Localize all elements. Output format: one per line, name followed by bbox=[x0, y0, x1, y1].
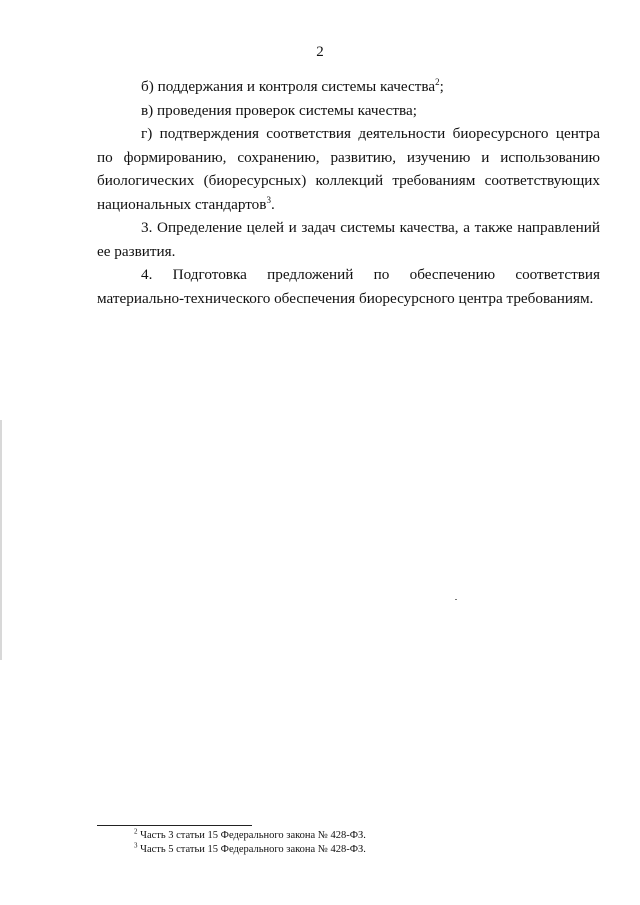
footnote-item: $^2$ Часть 3 статьи 15 Федерального закона № 428-ФЗ. bbox=[134, 827, 366, 841]
scan-speck bbox=[455, 599, 457, 600]
paragraph-g: г) подтверждения соответствия деятельности биоресурсного центра по формированию, сохранению, развитию, изучению и использованию биологических (биоресурсных) коллекций требованиям соответствующих национальных стандартов$^3$. bbox=[97, 125, 600, 213]
page-number: 2 bbox=[316, 44, 324, 60]
footnote-item: $^3$ Часть 5 статьи 15 Федерального закона № 428-ФЗ. bbox=[134, 841, 366, 855]
paragraph-v: в) проведения проверок системы качества; bbox=[141, 101, 417, 119]
paragraph-b: б) поддержания и контроля системы качества$^2$; bbox=[141, 76, 444, 95]
footnote-ref[interactable]: 3 bbox=[266, 194, 271, 205]
paragraph-4: 4. Подготовка предложений по обеспечению соответствия материально-технического обеспечения биоресурсного центра требованиям. bbox=[97, 266, 600, 307]
paragraph-3: 3. Определение целей и задач системы качества, а также направлений ее развития. bbox=[97, 219, 600, 260]
scan-edge-shadow bbox=[0, 420, 2, 660]
footnote-separator bbox=[97, 825, 252, 826]
body-text bbox=[97, 75, 600, 310]
footnotes bbox=[134, 829, 366, 857]
footnote-ref[interactable]: 2 bbox=[435, 76, 440, 87]
